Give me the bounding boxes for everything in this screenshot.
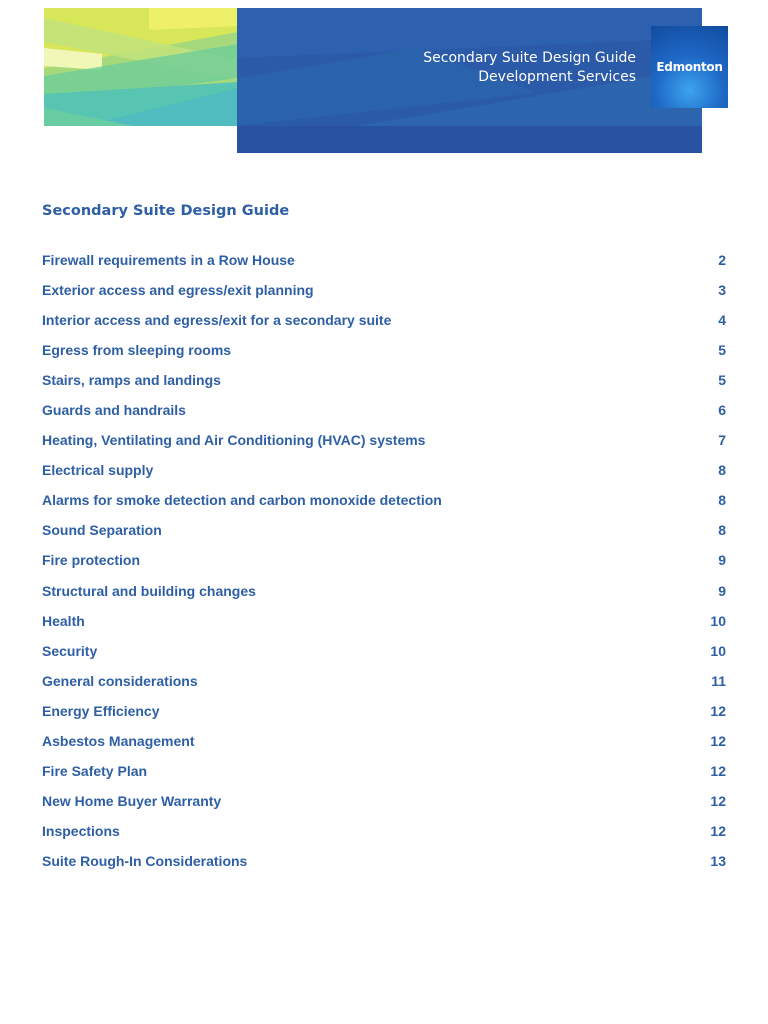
toc-entry-title[interactable]: Heating, Ventilating and Air Conditioning (HVAC) systems (42, 432, 426, 449)
toc-entry-title[interactable]: Inspections (42, 822, 120, 839)
table-of-contents (42, 245, 726, 876)
toc-entry-page-number[interactable]: 11 (711, 672, 726, 689)
toc-entry[interactable] (42, 606, 726, 636)
toc-entry-page-number[interactable]: 8 (718, 522, 726, 539)
toc-entry-page-number[interactable]: 8 (718, 462, 726, 479)
toc-entry-title[interactable]: New Home Buyer Warranty (42, 792, 222, 809)
toc-entry[interactable] (42, 786, 726, 816)
toc-entry-title[interactable]: Fire protection (42, 552, 141, 569)
toc-entry-page-number[interactable]: 12 (710, 792, 726, 809)
toc-entry[interactable] (42, 576, 726, 606)
toc-entry-page-number[interactable]: 5 (718, 372, 726, 389)
edmonton-logo (651, 26, 728, 108)
banner-graphic (44, 8, 238, 126)
toc-entry-title[interactable]: Health (42, 612, 85, 629)
toc-entry-page-number[interactable]: 8 (718, 492, 726, 509)
toc-entry-page-number[interactable]: 6 (718, 402, 726, 419)
toc-entry[interactable] (42, 335, 726, 365)
toc-entry[interactable] (42, 425, 726, 455)
toc-entry-page-number[interactable]: 2 (718, 252, 726, 269)
toc-entry-page-number[interactable]: 12 (710, 762, 726, 779)
toc-entry-title[interactable]: Stairs, ramps and landings (42, 372, 221, 389)
toc-entry-page-number[interactable]: 12 (710, 732, 726, 749)
toc-entry-title[interactable]: Egress from sleeping rooms (42, 342, 232, 359)
toc-entry-title[interactable]: Firewall requirements in a Row House (42, 252, 295, 269)
toc-entry-page-number[interactable]: 12 (710, 822, 726, 839)
toc-entry-page-number[interactable]: 9 (718, 552, 726, 569)
toc-entry[interactable] (42, 275, 726, 305)
banner-title-line1: Secondary Suite Design Guide (423, 50, 636, 66)
logo-wordmark: Edmonton (656, 60, 723, 74)
toc-entry-title[interactable]: Exterior access and egress/exit planning (42, 282, 314, 299)
toc-entry[interactable] (42, 515, 726, 545)
toc-entry-title[interactable]: Electrical supply (42, 462, 154, 479)
toc-entry[interactable] (42, 666, 726, 696)
toc-entry[interactable] (42, 395, 726, 425)
toc-entry[interactable] (42, 305, 726, 335)
toc-entry[interactable] (42, 846, 726, 876)
banner-pattern (44, 8, 238, 126)
toc-entry[interactable] (42, 696, 726, 726)
banner-blue-panel (237, 8, 702, 153)
banner-title-line2: Development Services (478, 69, 636, 85)
toc-entry-title[interactable]: Fire Safety Plan (42, 762, 148, 779)
toc-entry[interactable] (42, 545, 726, 575)
toc-entry-page-number[interactable]: 4 (718, 312, 726, 329)
banner-title (423, 49, 636, 87)
toc-entry-title[interactable]: Alarms for smoke detection and carbon monoxide detection (42, 492, 442, 509)
toc-entry-page-number[interactable]: 13 (710, 852, 726, 869)
toc-entry-page-number[interactable]: 7 (718, 432, 726, 449)
header-banner (44, 8, 702, 153)
toc-entry[interactable] (42, 636, 726, 666)
toc-entry-page-number[interactable]: 5 (718, 342, 726, 359)
toc-entry[interactable] (42, 726, 726, 756)
toc-entry[interactable] (42, 245, 726, 275)
toc-entry-page-number[interactable]: 3 (718, 282, 726, 299)
toc-entry[interactable] (42, 485, 726, 515)
toc-entry-page-number[interactable]: 10 (710, 612, 726, 629)
toc-entry[interactable] (42, 365, 726, 395)
toc-entry[interactable] (42, 455, 726, 485)
toc-entry-page-number[interactable]: 10 (710, 642, 726, 659)
toc-entry-title[interactable]: General considerations (42, 672, 198, 689)
toc-entry-title[interactable]: Interior access and egress/exit for a secondary suite (42, 312, 392, 329)
toc-entry-title[interactable]: Guards and handrails (42, 402, 186, 419)
toc-entry-title[interactable]: Sound Separation (42, 522, 162, 539)
toc-entry-title[interactable]: Asbestos Management (42, 732, 195, 749)
toc-entry[interactable] (42, 756, 726, 786)
toc-entry-title[interactable]: Energy Efficiency (42, 702, 160, 719)
toc-entry-title[interactable]: Suite Rough-In Considerations (42, 852, 248, 869)
toc-entry-title[interactable]: Security (42, 642, 98, 659)
document-heading: Secondary Suite Design Guide (42, 203, 290, 219)
toc-entry-page-number[interactable]: 12 (710, 702, 726, 719)
toc-entry[interactable] (42, 816, 726, 846)
toc-entry-page-number[interactable]: 9 (718, 582, 726, 599)
toc-entry-title[interactable]: Structural and building changes (42, 582, 256, 599)
